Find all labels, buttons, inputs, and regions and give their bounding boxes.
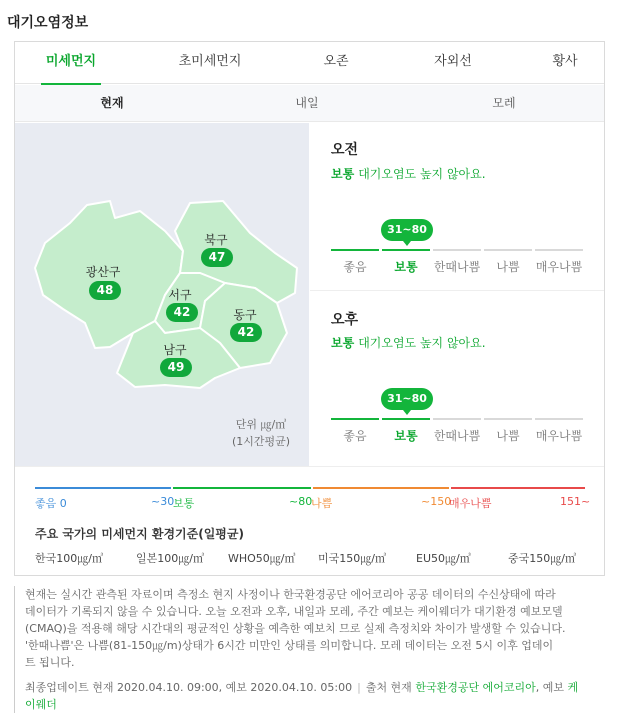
info-notes — [14, 586, 592, 713]
district-value-gwangsan[interactable]: 48 — [89, 281, 121, 300]
source-prefix: 출처 현재 — [365, 681, 412, 694]
scale-bar-good — [35, 487, 171, 489]
update-info — [25, 679, 592, 696]
forecast-am — [310, 123, 604, 291]
tab-uv[interactable]: 자외선 — [434, 54, 472, 69]
scale-label-150: ~150 — [421, 495, 452, 508]
forecast-status-am: 보통 — [331, 167, 355, 181]
standard-who: WHO50㎍/㎥ — [228, 552, 296, 565]
forecast-desc-pm: 대기오염도 높지 않아요. — [358, 336, 486, 350]
level-label-sometimes-bad: 한때나쁨 — [433, 429, 481, 443]
note-line: (CMAQ)을 적용해 해당 시간대의 평균적인 상황을 예측한 예보치 므로 실제 측정치와 차이가 발생할 수 있습니다. — [25, 622, 566, 635]
level-segment-sometimes-bad-pm — [433, 418, 481, 420]
page-title: 대기오염정보 — [7, 15, 89, 31]
tab-yellow-dust[interactable]: 황사 — [552, 54, 578, 69]
scale-label-good: 좋음 0 — [35, 497, 67, 510]
standard-japan: 일본100㎍/㎥ — [136, 552, 204, 565]
standard-korea: 한국100㎍/㎥ — [35, 552, 103, 565]
concentration-scale — [15, 466, 604, 576]
range-pill-am: 31~80 — [381, 219, 433, 241]
district-label-seo: 서구 — [168, 288, 192, 302]
tab-day-now[interactable]: 현재 — [100, 96, 124, 110]
district-value-buk[interactable]: 47 — [201, 248, 233, 267]
level-segment-good-pm — [331, 418, 379, 420]
standard-china: 중국150㎍/㎥ — [508, 552, 576, 565]
district-label-nam: 남구 — [163, 343, 187, 357]
level-label-bad: 나쁨 — [496, 260, 520, 274]
note-line: 현재는 실시간 관측된 자료이며 측정소 현지 사정이나 한국환경공단 에어코리아 공공 데이터의 수신상태에 따라 — [25, 588, 556, 601]
forecast-time-pm: 오후 — [331, 312, 359, 328]
district-value-nam[interactable]: 49 — [160, 358, 192, 377]
level-label-very-bad: 매우나쁨 — [535, 429, 583, 443]
scale-bar-bad — [313, 487, 449, 489]
district-map — [15, 123, 309, 466]
standard-eu: EU50㎍/㎥ — [416, 552, 471, 565]
standard-usa: 미국150㎍/㎥ — [318, 552, 386, 565]
scale-bar-very-bad — [451, 487, 585, 489]
separator: | — [357, 681, 361, 694]
source-link-airkorea[interactable]: 한국환경공단 에어코리아 — [415, 681, 536, 694]
level-segment-normal-am — [382, 249, 430, 251]
note-line: '한때나쁨'은 나쁨(81-150㎍/m)상태가 6시간 미만인 상태를 의미합니다. 모레 데이터는 오전 5시 이후 업데이 — [25, 639, 554, 652]
district-value-seo[interactable]: 42 — [166, 303, 198, 322]
district-label-dong: 동구 — [233, 308, 257, 322]
tab-ozone[interactable]: 오존 — [323, 54, 349, 69]
scale-label-30: ~30 — [151, 495, 175, 508]
level-label-bad: 나쁨 — [496, 429, 520, 443]
forecast-desc-am: 대기오염도 높지 않아요. — [358, 167, 486, 181]
level-segment-good-am — [331, 249, 379, 251]
tab-day-after-tomorrow[interactable]: 모레 — [492, 96, 516, 110]
level-label-very-bad: 매우나쁨 — [535, 260, 583, 274]
forecast-status-pm: 보통 — [331, 336, 355, 350]
level-segment-normal-pm — [382, 418, 430, 420]
scale-label-151: 151~ — [560, 495, 591, 508]
unit-label: 단위 ㎍/㎥ (1시간평균) — [231, 418, 291, 448]
level-label-normal: 보통 — [394, 429, 418, 443]
district-label-gwangsan: 광산구 — [85, 265, 121, 279]
tab-fine-dust[interactable]: 미세먼지 — [41, 42, 101, 84]
note-line: 데이터가 기록되지 않을 수 있습니다. 오늘 오전과 오후, 내일과 모레, 주간 예보는 케이웨더가 대기환경 예보모델 — [25, 605, 563, 618]
range-pill-pm: 31~80 — [381, 388, 433, 410]
scale-label-very-bad: 매우나쁨 — [449, 497, 492, 510]
level-segment-sometimes-bad-am — [433, 249, 481, 251]
update-time: 최종업데이트 현재 2020.04.10. 09:00, 예보 2020.04.10. 05:00 — [25, 681, 353, 694]
level-segment-very-bad-pm — [535, 418, 583, 420]
level-label-good: 좋음 — [343, 260, 367, 274]
standards-title: 주요 국가의 미세먼지 환경기준(일평균) — [35, 527, 244, 541]
pollutant-tabs — [15, 42, 604, 84]
level-label-sometimes-bad: 한때나쁨 — [433, 260, 481, 274]
forecast-time-am: 오전 — [331, 142, 359, 158]
source-link-kweather[interactable]: 케 — [567, 681, 579, 694]
level-segment-bad-pm — [484, 418, 532, 420]
source-link-kweather-wrap[interactable]: 이웨더 — [25, 698, 57, 711]
level-segment-very-bad-am — [535, 249, 583, 251]
scale-bar-normal — [173, 487, 311, 489]
tab-day-tomorrow[interactable]: 내일 — [295, 96, 319, 110]
district-label-buk: 북구 — [204, 233, 228, 247]
scale-label-80: ~80 — [289, 495, 313, 508]
scale-label-bad: 나쁨 — [311, 497, 333, 510]
source-mid: , 예보 — [535, 681, 564, 694]
tab-ultrafine-dust[interactable]: 초미세먼지 — [178, 54, 242, 69]
district-value-dong[interactable]: 42 — [230, 323, 262, 342]
air-quality-panel — [14, 41, 605, 576]
level-segment-bad-am — [484, 249, 532, 251]
level-label-good: 좋음 — [343, 429, 367, 443]
day-tabs — [15, 85, 604, 122]
level-label-normal: 보통 — [394, 260, 418, 274]
forecast-pm — [310, 292, 604, 466]
scale-label-normal: 보통 — [173, 497, 195, 510]
note-line: 트 됩니다. — [25, 656, 75, 669]
